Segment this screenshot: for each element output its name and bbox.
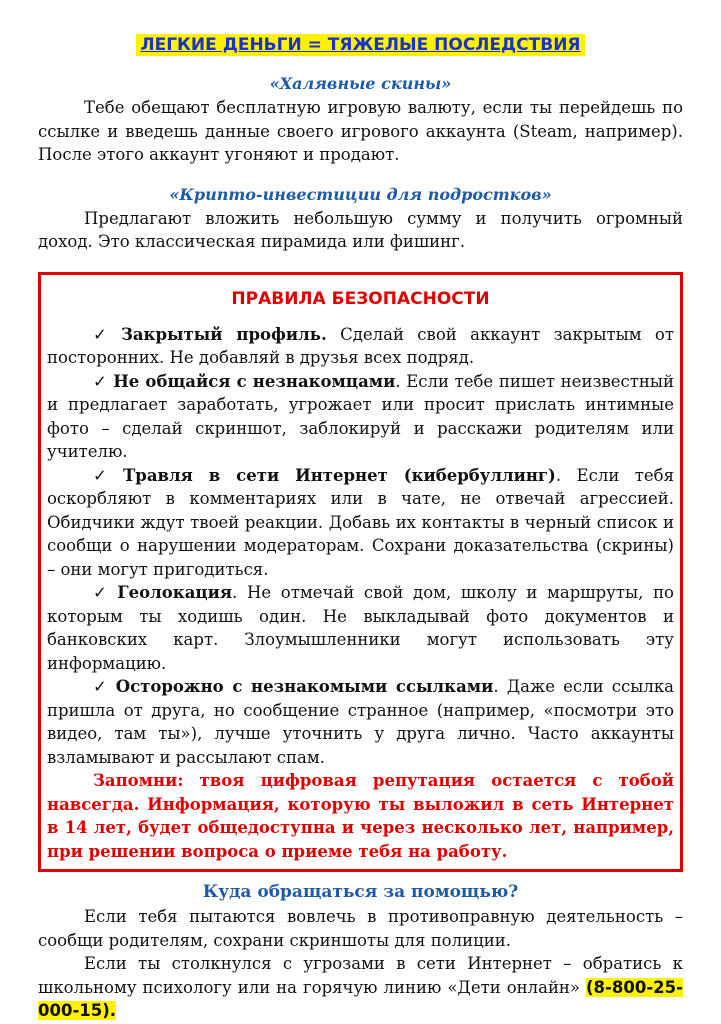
rule-item bbox=[47, 370, 674, 464]
check-icon: ✓ bbox=[93, 324, 115, 344]
help-text-2-body: Если ты столкнулся с угрозами в сети Интернет – обратись к школьному психологу или на горячую линию «Дети онлайн» bbox=[38, 954, 683, 997]
rule-title: Травля в сети Интернет (кибербуллинг) bbox=[123, 465, 556, 485]
document-page bbox=[38, 28, 683, 1023]
section-text-free-skins: Тебе обещают бесплатную игровую валюту, если ты перейдешь по ссылке и введешь данные своего игрового аккаунта (Steam, например). После этого аккаунт угоняют и продают. bbox=[38, 98, 683, 164]
section-text-crypto: Предлагают вложить небольшую сумму и получить огромный доход. Это классическая пирамида или фишинг. bbox=[38, 208, 683, 251]
help-text-2 bbox=[38, 952, 683, 1023]
rule-text: . Если тебя оскорбляют в комментариях или в чате, не отвечай агрессией. Обидчики ждут твоей реакции. Добавь их контакты в черный список и сообщи о нарушении модераторам. Сохрани доказательства (скрины) – они могут пригодиться. bbox=[47, 465, 674, 579]
rule-item bbox=[47, 675, 674, 769]
check-icon: ✓ bbox=[93, 677, 110, 696]
rule-text: . Не отмечай свой дом, школу и маршруты, по которым ты ходишь один. Не выкладывай фото документов и банковских карт. Злоумышленники могут использовать эту информацию. bbox=[47, 583, 674, 673]
rule-item bbox=[47, 323, 674, 370]
rule-text: . Если тебе пишет неизвестный и предлагает заработать, угрожает или просит прислать интимные фото – сделай скриншот, заблокируй и расскажи родителям или учителю. bbox=[47, 371, 674, 461]
rule-title: Закрытый профиль. bbox=[120, 324, 327, 344]
safety-rules-heading: ПРАВИЛА БЕЗОПАСНОСТИ bbox=[231, 288, 490, 309]
check-icon: ✓ bbox=[93, 583, 112, 602]
rule-item bbox=[47, 464, 674, 582]
rule-title: Геолокация bbox=[117, 583, 233, 602]
page-title: ЛЕГКИЕ ДЕНЬГИ = ТЯЖЕЛЫЕ ПОСЛЕДСТВИЯ bbox=[136, 34, 584, 56]
rule-text: Сделай свой аккаунт закрытым от посторонних. Не добавляй в друзья всех подряд. bbox=[47, 324, 674, 367]
rule-title: Осторожно с незнакомыми ссылками bbox=[115, 677, 494, 696]
section-heading-free-skins: «Халявные скины» bbox=[269, 74, 452, 93]
hotline-phone: (8-800-25-000-15). bbox=[38, 977, 683, 1020]
reputation-warning: Запомни: твоя цифровая репутация остается с тобой навсегда. Информация, которую ты выложил в сеть Интернет в 14 лет, будет общедоступна и через несколько лет, например, при решении вопроса о приеме тебя на работу. bbox=[47, 771, 674, 861]
rule-item bbox=[47, 581, 674, 675]
rule-title: Не общайся с незнакомцами bbox=[113, 371, 396, 391]
safety-rules-box bbox=[38, 272, 683, 873]
section-heading-crypto: «Крипто-инвестиции для подростков» bbox=[169, 184, 552, 204]
help-text-1: Если тебя пытаются вовлечь в противоправную деятельность – сообщи родителям, сохрани скриншоты для полиции. bbox=[38, 907, 683, 950]
check-icon: ✓ bbox=[93, 371, 108, 391]
check-icon: ✓ bbox=[93, 465, 118, 485]
rule-text: . Даже если ссылка пришла от друга, но сообщение странное (например, «посмотри это видео, там ты»), лучше уточнить у друга лично. Часто аккаунты взламывают и рассылают спам. bbox=[47, 677, 674, 767]
help-heading: Куда обращаться за помощью? bbox=[202, 882, 519, 902]
